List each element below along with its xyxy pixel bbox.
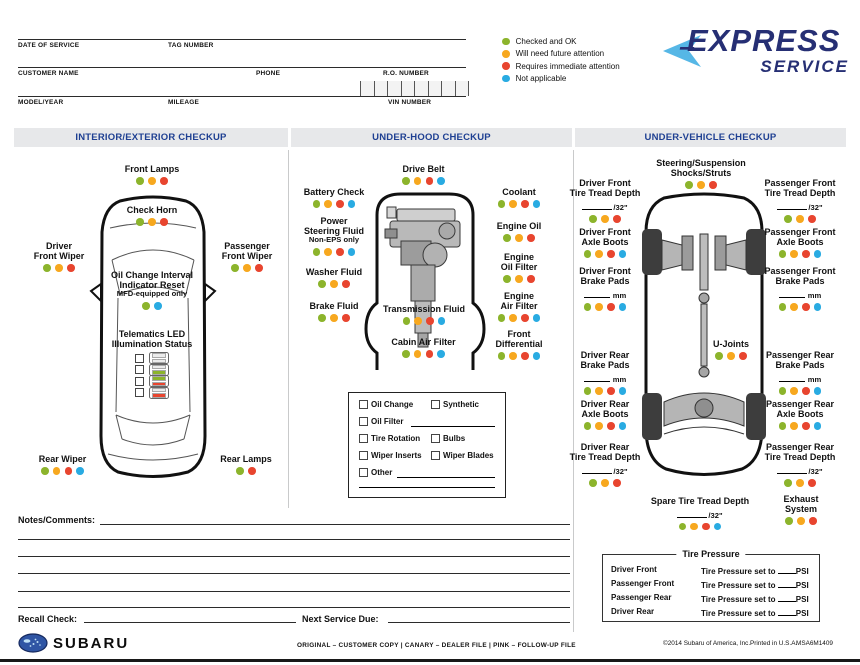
status-dot[interactable] bbox=[595, 387, 603, 395]
coolant-status-dots[interactable] bbox=[478, 200, 560, 208]
checkpoint-transmission-fluid: Transmission Fluid bbox=[368, 304, 480, 325]
driver-front-brake-status-dots[interactable] bbox=[560, 303, 650, 311]
checkpoint-driver-front-wiper: Driver Front Wiper bbox=[8, 241, 110, 272]
status-dot[interactable] bbox=[690, 523, 698, 531]
status-dot[interactable] bbox=[348, 248, 356, 256]
date-tag-field-line[interactable] bbox=[18, 39, 466, 40]
notes-line[interactable] bbox=[18, 539, 570, 540]
status-dot[interactable] bbox=[330, 314, 338, 322]
checkpoint-passenger-rear-axle-boots: Passenger Rear Axle Boots bbox=[752, 399, 848, 430]
checkpoint-coolant: Coolant bbox=[478, 187, 560, 208]
power-steering-status-dots[interactable] bbox=[293, 248, 375, 256]
rear-wiper-status-dots[interactable] bbox=[10, 467, 115, 475]
status-dot[interactable] bbox=[790, 422, 798, 430]
notes-line[interactable] bbox=[100, 524, 570, 525]
status-dot[interactable] bbox=[584, 387, 592, 395]
model-mileage-vin-field-line[interactable] bbox=[18, 96, 466, 97]
driver-rear-tread-status-dots[interactable] bbox=[560, 479, 650, 487]
checkpoint-u-joints: U-Joints bbox=[691, 339, 771, 360]
comb-cell[interactable] bbox=[414, 81, 428, 96]
status-dot[interactable] bbox=[814, 422, 822, 430]
checkpoint-passenger-front-axle-boots: Passenger Front Axle Boots bbox=[752, 227, 848, 258]
driver-rear-axle-status-dots[interactable] bbox=[560, 422, 650, 430]
subaru-wordmark: SUBARU bbox=[53, 635, 130, 652]
under-vehicle-chassis-diagram bbox=[640, 188, 768, 486]
oil-filter-write-in-line[interactable] bbox=[411, 426, 495, 427]
recall-check-field-line[interactable] bbox=[84, 622, 296, 623]
status-dot[interactable] bbox=[515, 234, 523, 242]
tread-depth-field[interactable] bbox=[582, 465, 612, 474]
status-dot[interactable] bbox=[342, 314, 350, 322]
led-bar bbox=[152, 382, 166, 387]
status-dot[interactable] bbox=[521, 200, 529, 208]
status-dot[interactable] bbox=[527, 275, 535, 283]
notes-line[interactable] bbox=[18, 607, 570, 608]
status-dot[interactable] bbox=[613, 479, 621, 487]
tire-pressure-row: Driver Front Tire Pressure set to PSI bbox=[611, 565, 809, 576]
status-dot[interactable] bbox=[142, 302, 150, 310]
status-dot[interactable] bbox=[414, 177, 422, 185]
status-dot[interactable] bbox=[595, 303, 603, 311]
washer-fluid-status-dots[interactable] bbox=[293, 280, 375, 288]
tire-pressure-box bbox=[602, 549, 820, 622]
checkbox-oil-change[interactable] bbox=[359, 400, 368, 409]
tire-pressure-row: Passenger Rear Tire Pressure set to PSI bbox=[611, 593, 809, 604]
status-dot[interactable] bbox=[414, 317, 422, 325]
tag-number-label: TAG NUMBER bbox=[168, 42, 214, 49]
status-dot[interactable] bbox=[533, 352, 541, 360]
status-dot[interactable] bbox=[55, 264, 63, 272]
status-dot[interactable] bbox=[607, 387, 615, 395]
ro-number-comb-field[interactable] bbox=[360, 81, 469, 96]
status-dot[interactable] bbox=[426, 177, 434, 185]
checkpoint-passenger-front-wiper: Passenger Front Wiper bbox=[196, 241, 298, 272]
psi-field[interactable] bbox=[778, 565, 796, 574]
checkpoint-front-lamps: Front Lamps bbox=[92, 164, 212, 185]
status-dot[interactable] bbox=[503, 234, 511, 242]
checkpoint-driver-rear-tire-tread: Driver Rear Tire Tread Depth /32" bbox=[560, 442, 650, 487]
checkpoint-driver-rear-brake-pads: Driver Rear Brake Pads mm bbox=[560, 350, 650, 395]
checkpoint-engine-oil: Engine Oil bbox=[478, 221, 560, 242]
status-dot[interactable] bbox=[727, 352, 735, 360]
notes-line[interactable] bbox=[18, 573, 570, 574]
status-dot[interactable] bbox=[739, 352, 747, 360]
checkpoint-telematics-led: Telematics LED Illumination Status bbox=[92, 329, 212, 398]
status-dot[interactable] bbox=[318, 314, 326, 322]
status-dot[interactable] bbox=[802, 303, 810, 311]
comb-cell[interactable] bbox=[387, 81, 401, 96]
comb-cell[interactable] bbox=[374, 81, 388, 96]
tire-pressure-title: Tire Pressure bbox=[676, 549, 745, 559]
subaru-logo bbox=[18, 633, 48, 653]
status-dot[interactable] bbox=[797, 517, 805, 525]
front-differential-status-dots[interactable] bbox=[478, 352, 560, 360]
date-of-service-label: DATE OF SERVICE bbox=[18, 42, 80, 49]
notes-line[interactable] bbox=[18, 591, 570, 592]
legend-item: Not applicable bbox=[502, 74, 620, 83]
status-dot[interactable] bbox=[438, 317, 446, 325]
column-header-under-hood: UNDER-HOOD CHECKUP bbox=[291, 128, 572, 147]
status-dot[interactable] bbox=[43, 264, 51, 272]
other-write-in-line[interactable] bbox=[397, 477, 495, 478]
psi-field[interactable] bbox=[778, 607, 796, 616]
checkpoint-engine-air-filter: Engine Air Filter bbox=[478, 291, 560, 322]
status-dot[interactable] bbox=[509, 352, 517, 360]
status-dot[interactable] bbox=[498, 200, 506, 208]
checkpoint-washer-fluid: Washer Fluid bbox=[293, 267, 375, 288]
services-performed-box: Oil Change Synthetic Oil Filter Tire Rotation Bulbs Wiper Inserts Wiper Blades Other bbox=[348, 392, 506, 498]
status-dot[interactable] bbox=[814, 303, 822, 311]
status-dot[interactable] bbox=[502, 50, 510, 58]
status-dot[interactable] bbox=[595, 250, 603, 258]
checkpoint-driver-front-axle-boots: Driver Front Axle Boots bbox=[560, 227, 650, 258]
status-dot[interactable] bbox=[784, 479, 792, 487]
driver-rear-brake-status-dots[interactable] bbox=[560, 387, 650, 395]
status-dot[interactable] bbox=[502, 62, 510, 70]
notes-comments-label: Notes/Comments: bbox=[18, 515, 96, 525]
checkpoint-rear-lamps: Rear Lamps bbox=[196, 454, 296, 475]
status-dot[interactable] bbox=[601, 215, 609, 223]
legend-na-dot bbox=[502, 75, 510, 83]
status-dot[interactable] bbox=[330, 280, 338, 288]
form-code-text: MSA6M1409 bbox=[796, 640, 833, 647]
status-dot[interactable] bbox=[342, 280, 350, 288]
status-dot[interactable] bbox=[324, 200, 332, 208]
led-bar bbox=[152, 359, 166, 364]
psi-field[interactable] bbox=[778, 593, 796, 602]
status-dot[interactable] bbox=[584, 303, 592, 311]
telematics-checkbox[interactable] bbox=[135, 365, 144, 374]
status-dot[interactable] bbox=[136, 177, 144, 185]
status-dot[interactable] bbox=[697, 181, 705, 189]
status-dot[interactable] bbox=[527, 234, 535, 242]
status-dot[interactable] bbox=[498, 314, 506, 322]
brake-pad-mm-field[interactable] bbox=[584, 373, 610, 382]
mileage-label: MILEAGE bbox=[168, 99, 200, 106]
status-dot[interactable] bbox=[154, 302, 162, 310]
vin-number-label: VIN NUMBER bbox=[388, 99, 432, 106]
status-dot[interactable] bbox=[336, 248, 344, 256]
service-wordmark: SERVICE bbox=[760, 57, 849, 76]
next-service-due-field-line[interactable] bbox=[388, 622, 570, 623]
status-dot[interactable] bbox=[802, 250, 810, 258]
notes-line[interactable] bbox=[18, 556, 570, 557]
status-dot[interactable] bbox=[779, 250, 787, 258]
status-dot[interactable] bbox=[785, 517, 793, 525]
status-dot[interactable] bbox=[402, 350, 410, 358]
status-dot[interactable] bbox=[796, 215, 804, 223]
telematics-checkbox[interactable] bbox=[135, 354, 144, 363]
status-dot[interactable] bbox=[584, 250, 592, 258]
status-dot[interactable] bbox=[521, 314, 529, 322]
status-dot[interactable] bbox=[619, 303, 627, 311]
status-dot[interactable] bbox=[67, 264, 75, 272]
telematics-led-indicator bbox=[149, 387, 169, 399]
status-dot[interactable] bbox=[790, 303, 798, 311]
telematics-checkbox[interactable] bbox=[135, 388, 144, 397]
checkbox-tire-rotation[interactable] bbox=[359, 434, 368, 443]
ro-number-label: R.O. NUMBER bbox=[383, 70, 429, 77]
comb-cell[interactable] bbox=[361, 81, 374, 96]
legend-immediate-dot bbox=[502, 62, 510, 70]
customer-name-label: CUSTOMER NAME bbox=[18, 70, 79, 77]
spare-tread-status-dots[interactable] bbox=[630, 523, 770, 531]
status-dot[interactable] bbox=[336, 200, 344, 208]
tread-depth-field[interactable] bbox=[777, 201, 807, 210]
status-dot[interactable] bbox=[502, 38, 510, 46]
status-dot[interactable] bbox=[148, 218, 156, 226]
status-dot[interactable] bbox=[521, 352, 529, 360]
status-dot[interactable] bbox=[808, 215, 816, 223]
status-dot[interactable] bbox=[65, 467, 73, 475]
driver-front-axle-status-dots[interactable] bbox=[560, 250, 650, 258]
status-dot[interactable] bbox=[313, 248, 321, 256]
status-dot[interactable] bbox=[509, 314, 517, 322]
status-dot[interactable] bbox=[589, 479, 597, 487]
status-dot[interactable] bbox=[236, 467, 244, 475]
checkpoint-battery-check: Battery Check bbox=[293, 187, 375, 208]
checkpoint-driver-front-brake-pads: Driver Front Brake Pads mm bbox=[560, 266, 650, 311]
status-dot[interactable] bbox=[685, 181, 693, 189]
status-dot[interactable] bbox=[248, 467, 256, 475]
legend-item: Checked and OK bbox=[502, 37, 620, 46]
telematics-led-indicator bbox=[149, 364, 169, 376]
status-dot[interactable] bbox=[619, 250, 627, 258]
brake-pad-mm-field[interactable] bbox=[584, 289, 610, 298]
model-year-label: MODEL/YEAR bbox=[18, 99, 64, 106]
brake-pad-mm-field[interactable] bbox=[779, 289, 805, 298]
brake-pad-mm-field[interactable] bbox=[779, 373, 805, 382]
status-dot[interactable] bbox=[584, 422, 592, 430]
status-dot[interactable] bbox=[814, 250, 822, 258]
checkpoint-check-horn: Check Horn bbox=[92, 205, 212, 226]
status-dot[interactable] bbox=[437, 177, 445, 185]
status-dot[interactable] bbox=[709, 181, 717, 189]
status-dot[interactable] bbox=[318, 280, 326, 288]
checkpoint-brake-fluid: Brake Fluid bbox=[293, 301, 375, 322]
status-dot[interactable] bbox=[402, 177, 410, 185]
checkpoint-passenger-front-brake-pads: Passenger Front Brake Pads mm bbox=[752, 266, 848, 311]
status-dot[interactable] bbox=[790, 387, 798, 395]
checkpoint-passenger-rear-brake-pads: Passenger Rear Brake Pads mm bbox=[752, 350, 848, 395]
status-dot[interactable] bbox=[515, 275, 523, 283]
engine-oil-status-dots[interactable] bbox=[478, 234, 560, 242]
comb-cell[interactable] bbox=[428, 81, 442, 96]
passenger-rear-brake-status-dots[interactable] bbox=[752, 387, 848, 395]
status-dot[interactable] bbox=[702, 523, 710, 531]
status-dot[interactable] bbox=[607, 303, 615, 311]
led-bar bbox=[152, 353, 166, 358]
checkpoint-driver-front-tire-tread: Driver Front Tire Tread Depth /32" bbox=[560, 178, 650, 223]
column-header-interior-exterior: INTERIOR/EXTERIOR CHECKUP bbox=[14, 128, 288, 147]
status-dot[interactable] bbox=[613, 215, 621, 223]
status-dot[interactable] bbox=[779, 303, 787, 311]
status-dot[interactable] bbox=[243, 264, 251, 272]
engine-oil-filter-status-dots[interactable] bbox=[478, 275, 560, 283]
checkbox-synthetic[interactable] bbox=[431, 400, 440, 409]
status-dot[interactable] bbox=[607, 422, 615, 430]
status-dot[interactable] bbox=[809, 517, 817, 525]
steering-suspension-status-dots[interactable] bbox=[641, 181, 761, 189]
cabin-air-filter-status-dots[interactable] bbox=[366, 350, 481, 358]
checkpoint-driver-rear-axle-boots: Driver Rear Axle Boots bbox=[560, 399, 650, 430]
status-dot[interactable] bbox=[779, 422, 787, 430]
transmission-fluid-status-dots[interactable] bbox=[368, 317, 480, 325]
checkpoint-steering-suspension: Steering/Suspension Shocks/Struts bbox=[641, 158, 761, 189]
battery-check-status-dots[interactable] bbox=[293, 200, 375, 208]
led-bar bbox=[152, 376, 166, 381]
status-dot[interactable] bbox=[160, 218, 168, 226]
status-dot[interactable] bbox=[533, 200, 541, 208]
checkbox-oil-filter[interactable] bbox=[359, 417, 368, 426]
copy-distribution-line: ORIGINAL – CUSTOMER COPY | CANARY – DEALER FILE | PINK – FOLLOW-UP FILE bbox=[297, 642, 576, 649]
status-dot[interactable] bbox=[814, 387, 822, 395]
status-dot[interactable] bbox=[502, 75, 510, 83]
status-dot[interactable] bbox=[255, 264, 263, 272]
checkbox-other[interactable] bbox=[359, 468, 368, 477]
telematics-checkbox[interactable] bbox=[135, 377, 144, 386]
checkpoint-passenger-rear-tire-tread: Passenger Rear Tire Tread Depth /32" bbox=[752, 442, 848, 487]
status-dot[interactable] bbox=[802, 387, 810, 395]
checkpoint-rear-wiper: Rear Wiper bbox=[10, 454, 115, 475]
drive-belt-status-dots[interactable] bbox=[366, 177, 481, 185]
checkpoint-cabin-air-filter: Cabin Air Filter bbox=[366, 337, 481, 358]
checkpoint-power-steering-fluid: Power Steering Fluid Non-EPS only bbox=[293, 216, 375, 256]
brake-fluid-status-dots[interactable] bbox=[293, 314, 375, 322]
status-dot[interactable] bbox=[619, 387, 627, 395]
passenger-front-axle-status-dots[interactable] bbox=[752, 250, 848, 258]
tread-depth-field[interactable] bbox=[677, 509, 707, 518]
tread-depth-field[interactable] bbox=[582, 201, 612, 210]
status-dot[interactable] bbox=[601, 479, 609, 487]
next-service-due-label: Next Service Due: bbox=[302, 614, 379, 624]
status-dot[interactable] bbox=[426, 317, 434, 325]
status-dot[interactable] bbox=[53, 467, 61, 475]
legend-future-dot bbox=[502, 50, 510, 58]
status-dot[interactable] bbox=[714, 523, 722, 531]
engine-air-filter-status-dots[interactable] bbox=[478, 314, 560, 322]
passenger-front-tread-status-dots[interactable] bbox=[752, 215, 848, 223]
status-dot[interactable] bbox=[503, 275, 511, 283]
status-dot[interactable] bbox=[498, 352, 506, 360]
checkbox-bulbs[interactable] bbox=[431, 434, 440, 443]
status-dot[interactable] bbox=[715, 352, 723, 360]
checkpoint-spare-tire-tread: Spare Tire Tread Depth /32" bbox=[630, 496, 770, 530]
checkpoint-engine-oil-filter: Engine Oil Filter bbox=[478, 252, 560, 283]
led-bar bbox=[152, 365, 166, 370]
tire-pressure-row: Passenger Front Tire Pressure set to PSI bbox=[611, 579, 809, 590]
status-dot[interactable] bbox=[403, 317, 411, 325]
page-bottom-rule bbox=[0, 659, 860, 662]
status-dot[interactable] bbox=[796, 479, 804, 487]
checkpoint-front-differential: Front Differential bbox=[478, 329, 560, 360]
led-bar bbox=[152, 393, 166, 398]
checkpoint-exhaust-system: Exhaust System bbox=[753, 494, 849, 525]
recall-check-label: Recall Check: bbox=[18, 614, 78, 624]
status-dot[interactable] bbox=[779, 387, 787, 395]
telematics-led-indicator bbox=[149, 352, 169, 364]
status-dot[interactable] bbox=[589, 215, 597, 223]
status-dot[interactable] bbox=[313, 200, 321, 208]
passenger-front-brake-status-dots[interactable] bbox=[752, 303, 848, 311]
phone-label: PHONE bbox=[256, 70, 281, 77]
status-dot[interactable] bbox=[136, 218, 144, 226]
status-dot[interactable] bbox=[348, 200, 356, 208]
customer-phone-field-line[interactable] bbox=[18, 67, 466, 68]
status-dot[interactable] bbox=[802, 422, 810, 430]
status-dot[interactable] bbox=[76, 467, 84, 475]
status-dot[interactable] bbox=[426, 350, 434, 358]
comb-cell[interactable] bbox=[455, 81, 469, 96]
status-dot[interactable] bbox=[231, 264, 239, 272]
extra-write-in-line[interactable] bbox=[359, 487, 495, 488]
column-header-under-vehicle: UNDER-VEHICLE CHECKUP bbox=[575, 128, 846, 147]
checkbox-wiper-blades[interactable] bbox=[431, 451, 440, 460]
status-dot[interactable] bbox=[533, 314, 541, 322]
express-wordmark: EXPRESS bbox=[687, 23, 841, 58]
tread-depth-field[interactable] bbox=[777, 465, 807, 474]
oil-change-interval-status-dots[interactable] bbox=[92, 302, 212, 310]
status-dot[interactable] bbox=[509, 200, 517, 208]
status-dot[interactable] bbox=[607, 250, 615, 258]
front-lamps-status-dots[interactable] bbox=[92, 177, 212, 185]
driver-front-tread-status-dots[interactable] bbox=[560, 215, 650, 223]
status-dot[interactable] bbox=[790, 250, 798, 258]
tire-pressure-row: Driver Rear Tire Pressure set to PSI bbox=[611, 607, 809, 618]
telematics-led-indicator bbox=[149, 375, 169, 387]
legend-item: Requires immediate attention bbox=[502, 62, 620, 71]
status-dot[interactable] bbox=[148, 177, 156, 185]
checkpoint-drive-belt: Drive Belt bbox=[366, 164, 481, 185]
status-dot[interactable] bbox=[784, 215, 792, 223]
status-dot[interactable] bbox=[808, 479, 816, 487]
comb-cell[interactable] bbox=[441, 81, 455, 96]
checkpoint-passenger-front-tire-tread: Passenger Front Tire Tread Depth /32" bbox=[752, 178, 848, 223]
status-dot[interactable] bbox=[437, 350, 445, 358]
printed-in-text: Printed in U.S.A. bbox=[750, 640, 798, 647]
status-dot[interactable] bbox=[595, 422, 603, 430]
comb-cell[interactable] bbox=[401, 81, 415, 96]
checkpoint-oil-change-interval-reset: Oil Change Interval Indicator Reset MFD-equipped only bbox=[92, 270, 212, 310]
psi-field[interactable] bbox=[778, 579, 796, 588]
exhaust-status-dots[interactable] bbox=[753, 517, 849, 525]
status-dot[interactable] bbox=[41, 467, 49, 475]
status-dot[interactable] bbox=[679, 523, 687, 531]
status-dot[interactable] bbox=[324, 248, 332, 256]
status-dot[interactable] bbox=[160, 177, 168, 185]
checkbox-wiper-inserts[interactable] bbox=[359, 451, 368, 460]
copyright-text: ©2014 Subaru of America, Inc. bbox=[663, 640, 751, 647]
led-bar bbox=[152, 388, 166, 393]
check-horn-status-dots[interactable] bbox=[92, 218, 212, 226]
legend-ok-dot bbox=[502, 38, 510, 46]
express-service-logo bbox=[663, 23, 851, 85]
rear-lamps-status-dots[interactable] bbox=[196, 467, 296, 475]
status-dot[interactable] bbox=[619, 422, 627, 430]
led-bar bbox=[152, 370, 166, 375]
status-dot[interactable] bbox=[414, 350, 422, 358]
status-legend bbox=[502, 37, 620, 87]
passenger-rear-axle-status-dots[interactable] bbox=[752, 422, 848, 430]
legend-item: Will need future attention bbox=[502, 49, 620, 58]
passenger-rear-tread-status-dots[interactable] bbox=[752, 479, 848, 487]
